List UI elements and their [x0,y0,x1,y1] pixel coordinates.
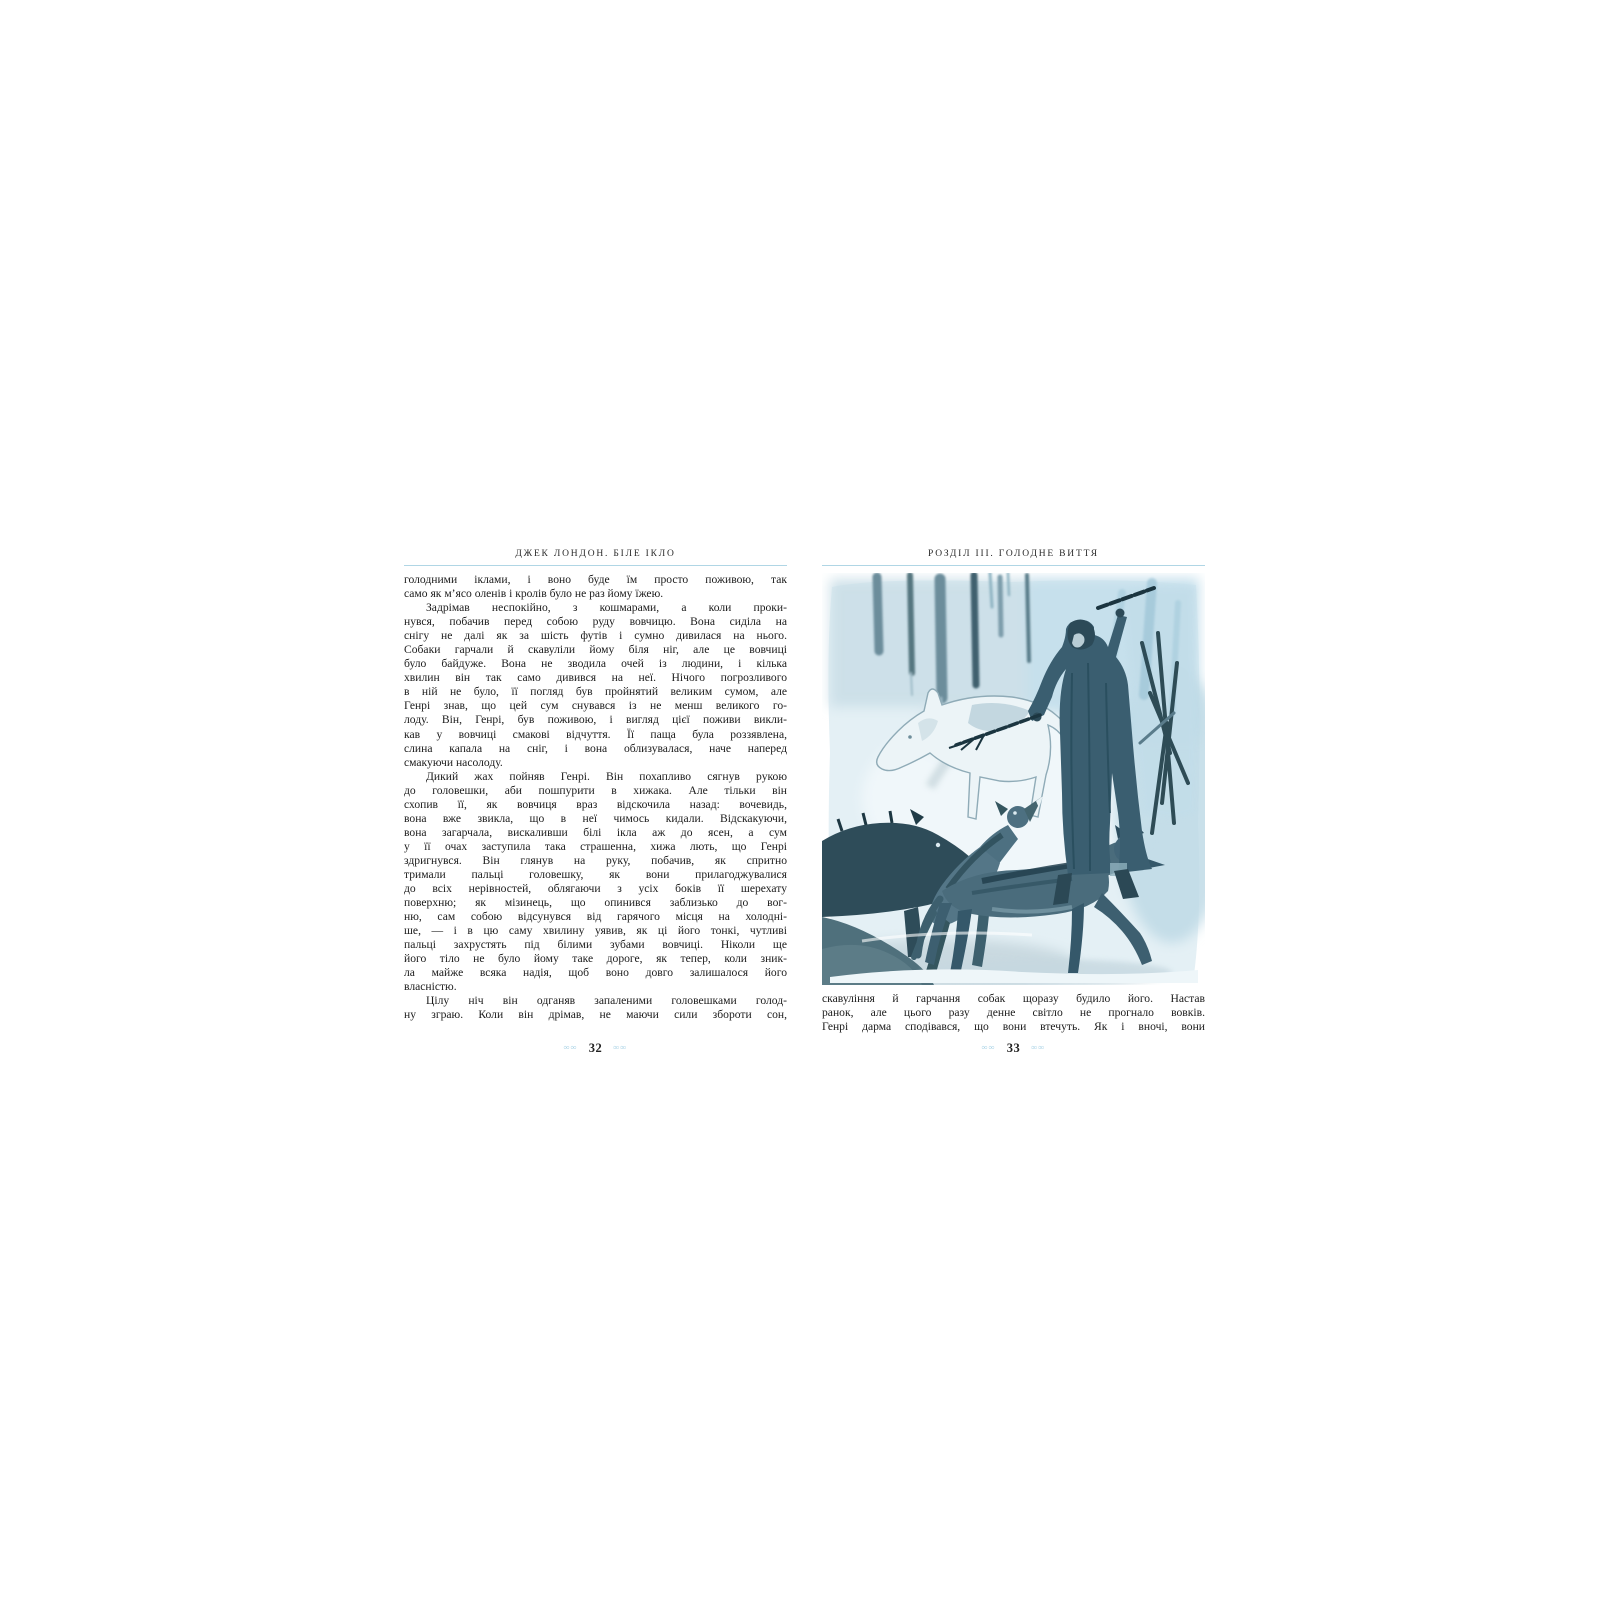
text-line: Задрімав неспокійно, з кошмарами, а коли проки- [426,601,787,615]
text-line: поверхню; як мізинець, що опинився заблизько до вог- [404,896,787,910]
page-number-right: 33 [1006,1040,1021,1055]
text-line: вона вже звикла, що в неї чимось кидали. Відскакуючи, [404,811,787,825]
text-line: снігу не далі як за шість футів і сумно дивилася на нього. [404,629,787,643]
text-line: до головешки, аби пошпурити в хижака. Але тільки він [404,783,787,797]
text-line: Генрі знав, що цей сум снувався із не менш великого го- [404,699,787,713]
header-rule-right [822,565,1205,566]
page-footer-left [404,1039,787,1057]
text-line: у її очах заступила така страшенна, хижа лють, що Генрі [404,839,787,853]
text-line: Собаки гарчали й скавуліли йому біля ніг, але це вовчиці [404,643,787,657]
text-line: здригнувся. Він глянув на руку, побачив, як спритно [404,853,787,867]
right-page [822,549,1205,1061]
page-number-left: 32 [588,1040,603,1055]
text-line: Дикий жах пойняв Генрі. Він похапливо сягнув рукою [426,769,787,783]
text-line: Цілу ніч він одганяв запаленими головешками голод- [426,994,787,1008]
illustration-container [822,573,1205,985]
text-line: само як м’ясо оленів і кролів було не раз йому їжею. [404,587,664,601]
text-line: ше, — і в цю саму хвилину уявив, як ці його тонкі, чутливі [404,924,787,938]
text-line: слина капала на сніг, і вона облизувалася, наче наперед [404,741,787,755]
text-line: до всіх нерівностей, облягаючи з усіх боків її шерехату [404,882,787,896]
footer-ornament-left: ∞∞ [563,1042,578,1053]
text-line: Генрі дарма сподівався, що вони втечуть. Як і вночі, вони [822,1020,1205,1034]
text-line: в ній не було, її погляд був пройнятий великим сумом, але [404,685,787,699]
text-line: голодними іклами, і воно буде їм просто поживою, так [404,573,787,586]
text-line: пальці захрустять під білими зубами вовчиці. Ніколи ще [404,938,787,952]
header-rule-left [404,565,787,566]
running-head-left: ДЖЕК ЛОНДОН. БІЛЕ ІКЛО [515,549,676,559]
text-line: ла майже всяка надія, щоб воно довго залишалося його [404,966,787,980]
text-line: нувся, побачив перед собою руду вовчицю. Вона сиділа на [404,615,787,629]
wolves-illustration [822,573,1205,985]
left-page-text [404,573,787,1023]
text-line: вона загарчала, вискаливши білі ікла аж до ясен, а сум [404,825,787,839]
left-page [404,549,787,1061]
text-line: скавуління й гарчання собак щоразу будило його. Настав [822,992,1205,1005]
text-line: схопив її, як вовчиця враз відскочила назад: вочевидь, [404,797,787,811]
text-line: ну зграю. Коли він дрімав, не маючи сили збороти сон, [404,1008,787,1022]
footer-ornament-left: ∞∞ [981,1042,996,1053]
text-line: власністю. [404,980,457,994]
running-head-right: РОЗДІЛ ІІІ. ГОЛОДНЕ ВИТТЯ [928,549,1099,559]
text-line: смакуючи насолоду. [404,755,503,769]
text-line: ню, сам собою відсунувся від гарячого місця на холодні- [404,910,787,924]
right-page-text [822,992,1205,1034]
text-line: було байдуже. Вона не зводила очей із людини, і кілька [404,657,787,671]
text-line: лоду. Він, Генрі, був поживою, і вигляд цієї поживи викли- [404,713,787,727]
text-line: тримали пальці головешку, як вони прилагоджувалися [404,867,787,881]
text-line: хвилин він так само дивився на неї. Нічого погрозливого [404,671,787,685]
footer-ornament-right: ∞∞ [613,1042,628,1053]
text-line: його тіло не було йому таке дороге, як тепер, коли зник- [404,952,787,966]
page-footer-right [822,1039,1205,1057]
text-line: ранок, але цього разу денне світло не прогнало вовків. [822,1006,1205,1020]
footer-ornament-right: ∞∞ [1031,1042,1046,1053]
text-line: кав у вовчиці смакові відчуття. Її паща була роззявлена, [404,727,787,741]
